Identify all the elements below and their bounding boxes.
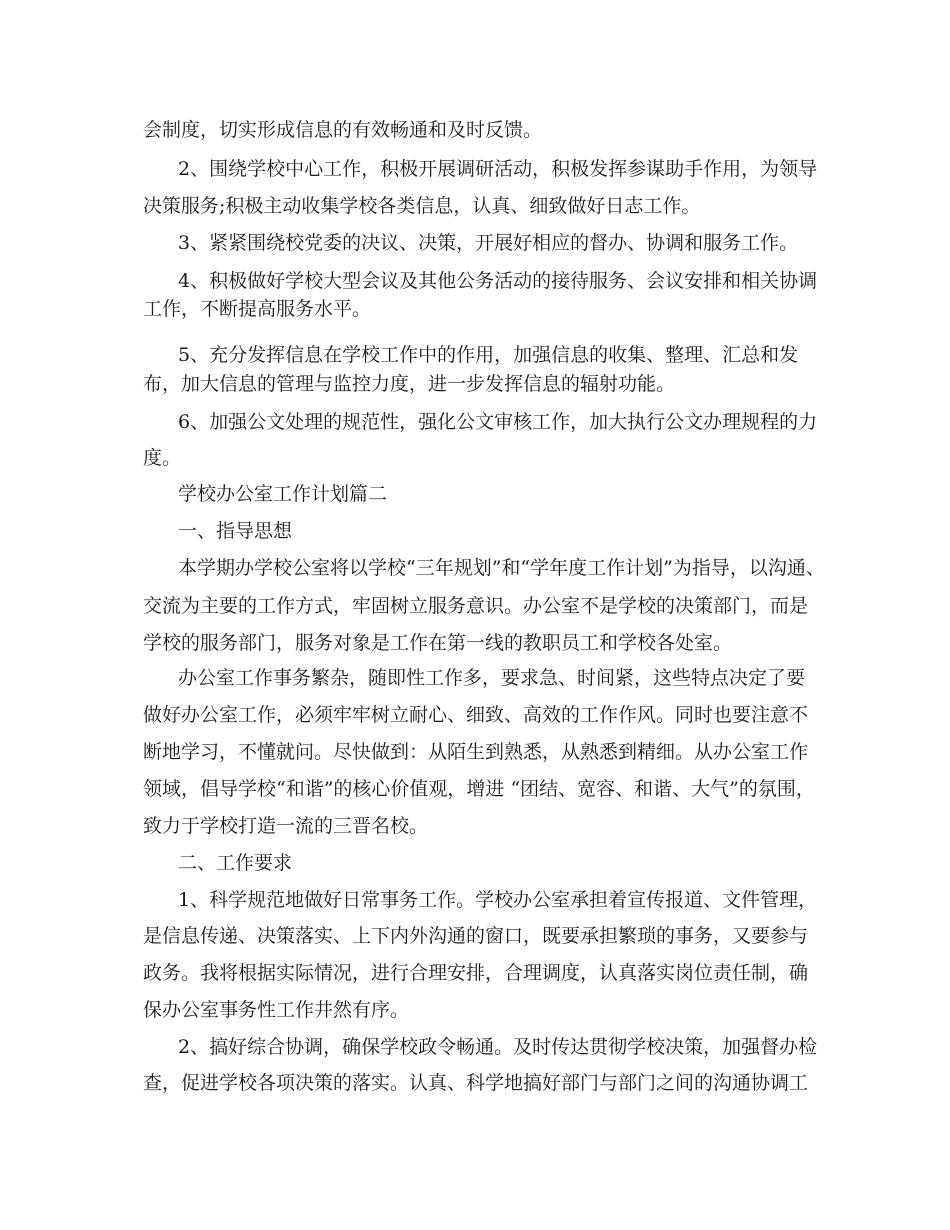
text-line: 做好办公室工作，必须牢牢树立耐心、细致、高效的工作作风。同时也要注意不 [143, 704, 809, 726]
text-line: 交流为主要的工作方式，牢固树立服务意识。办公室不是学校的决策部门，而是 [143, 595, 809, 617]
text-line: 是信息传递、决策落实、上下内外沟通的窗口，既要承担繁琐的事务，又要参与 [143, 925, 809, 947]
section-title: 学校办公室工作计划篇二 [178, 483, 388, 505]
text-line: 本学期办学校公室将以学校“三年规划”和“学年度工作计划”为指导，以沟通、 [178, 557, 825, 579]
text-line: 1、科学规范地做好日常事务工作。学校办公室承担着宣传报道、文件管理， [178, 889, 818, 911]
text-line: 2、搞好综合协调，确保学校政令畅通。及时传达贯彻学校决策，加强督办检 [178, 1036, 818, 1058]
text-line: 会制度，切实形成信息的有效畅通和及时反馈。 [143, 119, 543, 141]
text-line: 学校的服务部门，服务对象是工作在第一线的教职员工和学校各处室。 [143, 632, 733, 654]
text-line: 政务。我将根据实际情况，进行合理安排，合理调度，认真落实岗位责任制，确 [143, 962, 809, 984]
text-line: 2、围绕学校中心工作，积极开展调研活动，积极发挥参谋助手作用，为领导 [178, 158, 818, 180]
text-line: 保办公室事务性工作井然有序。 [143, 999, 410, 1021]
text-line: 办公室工作事务繁杂，随即性工作多，要求急、时间紧，这些特点决定了要 [178, 667, 806, 689]
text-line: 4、积极做好学校大型会议及其他公务活动的接待服务、会议安排和相关协调 [178, 270, 818, 292]
text-line: 领域，倡导学校“和谐”的核心价值观，增进 “团结、宽容、和谐、大气”的氛围， [143, 778, 815, 800]
text-line: 布，加大信息的管理与监控力度，进一步发挥信息的辐射功能。 [143, 373, 676, 395]
text-line: 致力于学校打造一流的三晋名校。 [143, 815, 429, 837]
text-line: 工作，不断提高服务水平。 [143, 298, 372, 320]
text-line: 3、紧紧围绕校党委的决议、决策，开展好相应的督办、协调和服务工作。 [178, 232, 799, 254]
section-heading: 二、工作要求 [178, 852, 293, 874]
section-heading: 一、指导思想 [178, 520, 293, 542]
text-line: 6、加强公文处理的规范性，强化公文审核工作，加大执行公文办理规程的力 [178, 411, 818, 433]
text-line: 断地学习，不懂就问。尽快做到：从陌生到熟悉，从熟悉到精细。从办公室工作 [143, 741, 809, 763]
text-line: 决策服务;积极主动收集学校各类信息，认真、细致做好日志工作。 [143, 195, 701, 217]
text-line: 查，促进学校各项决策的落实。认真、科学地搞好部门与部门之间的沟通协调工 [143, 1072, 809, 1094]
text-line: 5、充分发挥信息在学校工作中的作用，加强信息的收集、整理、汇总和发 [178, 344, 799, 366]
text-line: 度。 [143, 447, 182, 469]
